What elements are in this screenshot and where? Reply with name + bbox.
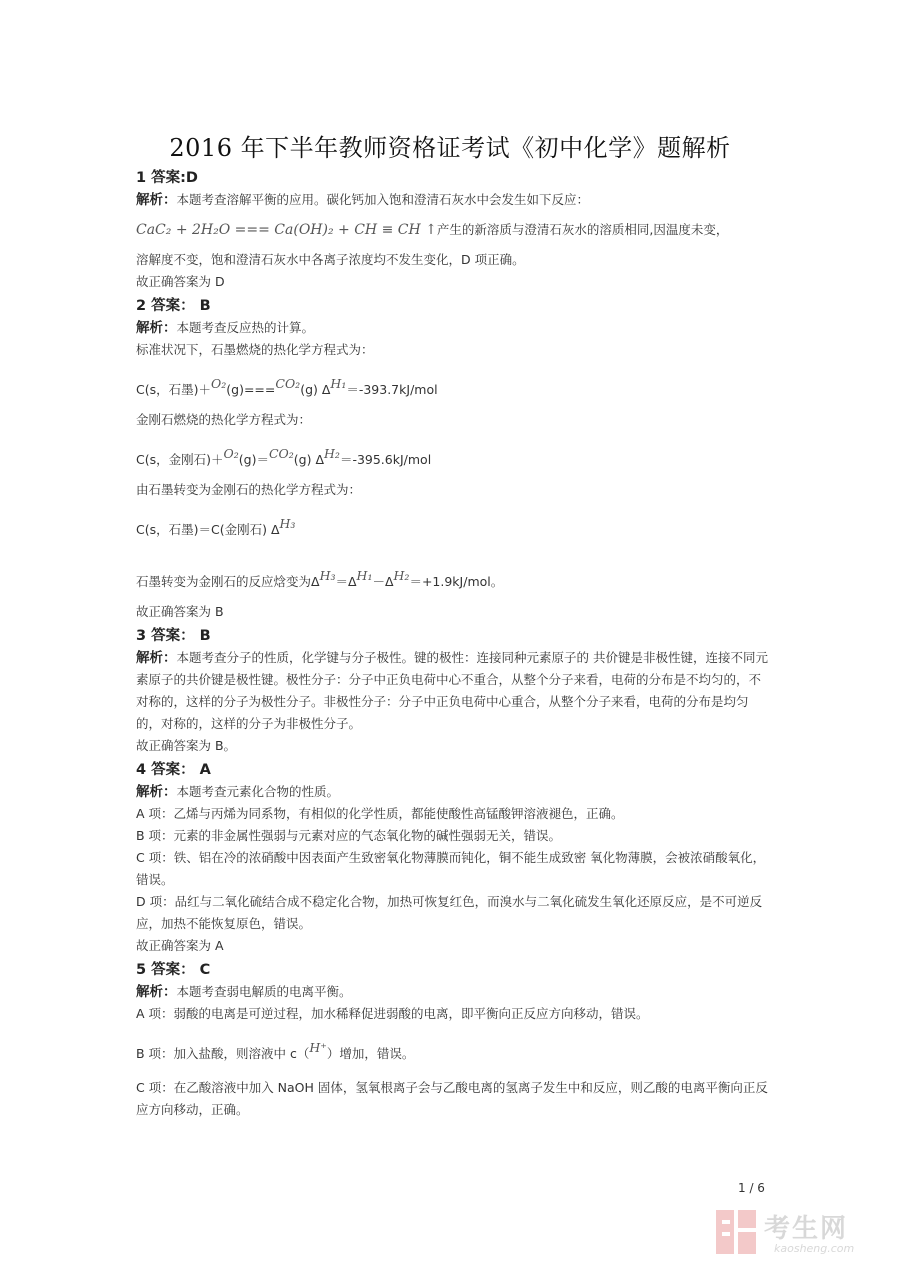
conclusion-4: 故正确答案为 A	[136, 938, 224, 953]
reaction-equation-1: CaC₂ + 2H₂O === Ca(OH)₂ + CH ≡ CH ↑产生的新溶质与澄清石灰水的溶质相同,因温度未变，	[136, 222, 729, 238]
analysis-intro-2: 解析：本题考查反应热的计算。	[136, 320, 315, 336]
answer-heading-4: 4 答案： A	[136, 762, 211, 778]
analysis-intro-4: 解析：本题考查元素化合物的性质。	[136, 784, 340, 800]
answer-heading-1: 1 答案:D	[136, 170, 198, 186]
answer-heading-2: 2 答案： B	[136, 298, 211, 314]
page-title: 2016 年下半年教师资格证考试《初中化学》题解析	[169, 134, 731, 162]
analysis-text-1: 溶解度不变，饱和澄清石灰水中各离子浓度均不发生变化，D 项正确。	[136, 252, 525, 267]
option-a-4: A 项：乙烯与丙烯为同系物，有相似的化学性质，都能使酸性高锰酸钾溶液褪色，正确。	[136, 806, 624, 821]
thermo-equation-graphite: C(s，石墨)＋O₂(g)===CO₂(g) ΔH₁＝-393.7kJ/mol	[136, 376, 438, 397]
analysis-label: 解析：	[136, 320, 177, 336]
conclusion-2: 故正确答案为 B	[136, 604, 224, 619]
option-c-5: C 项：在乙酸溶液中加入 NaOH 固体，氢氧根离子会与乙酸电离的氢离子发生中和反应，则乙酸的电离平衡向正反应方向移动，正确。	[136, 1080, 768, 1117]
option-d-4: D 项：品红与二氧化硫结合成不稳定化合物，加热可恢复红色，而溴水与二氧化硫发生氧化还原反应，是不可逆反应，加热不能恢复原色，错误。	[136, 894, 763, 931]
analysis-label: 解析：	[136, 192, 177, 208]
answer-heading-5: 5 答案： C	[136, 962, 211, 978]
conclusion-3: 故正确答案为 B。	[136, 738, 237, 753]
analysis-label: 解析：	[136, 784, 177, 800]
formula-image: CaC₂ + 2H₂O === Ca(OH)₂ + CH ≡ CH ↑	[136, 222, 437, 238]
analysis-text-2b: 金刚石燃烧的热化学方程式为：	[136, 412, 312, 427]
analysis-text-2c: 由石墨转变为金刚石的热化学方程式为：	[136, 482, 362, 497]
analysis-intro-1: 解析：本题考查溶解平衡的应用。碳化钙加入饱和澄清石灰水中会发生如下反应：	[136, 192, 590, 208]
document-body	[136, 165, 768, 1121]
option-b-5: B 项：加入盐酸，则溶液中 c（H⁺）增加，错误。	[136, 1040, 415, 1061]
option-c-4: C 项：铁、铝在冷的浓硝酸中因表面产生致密氧化物薄膜而钝化，铜不能生成致密 氧化物薄膜，会被浓硝酸氧化，错误。	[136, 850, 766, 887]
logo-icon	[716, 1210, 760, 1254]
thermo-equation-conversion: C(s，石墨)＝C(金刚石) ΔH₃	[136, 516, 296, 537]
enthalpy-calculation: 石墨转变为金刚石的反应焓变为ΔH₃＝ΔH₁－ΔH₂＝+1.9kJ/mol。	[136, 568, 504, 589]
analysis-label: 解析：	[136, 650, 177, 666]
watermark-subtext: kaosheng.com	[774, 1242, 855, 1255]
option-a-5: A 项：弱酸的电离是可逆过程，加水稀释促进弱酸的电离，即平衡向正反应方向移动，错误。	[136, 1006, 649, 1021]
thermo-equation-diamond: C(s，金刚石)＋O₂(g)＝CO₂(g) ΔH₂＝-395.6kJ/mol	[136, 446, 432, 467]
option-b-4: B 项：元素的非金属性强弱与元素对应的气态氧化物的碱性强弱无关，错误。	[136, 828, 562, 843]
analysis-text-2a: 标准状况下，石墨燃烧的热化学方程式为：	[136, 342, 374, 357]
analysis-text-3: 解析：本题考查分子的性质，化学键与分子极性。键的极性：连接同种元素原子的 共价键是非极性键，连接不同元素原子的共价键是极性键。极性分子：分子中正负电荷中心不重合，从整个分子来看，电荷的分布是不均匀的，不对称的，这样的分子为极性分子。非极性分子：分子中正负电荷中心重合，从整个分子来看，电荷的分布是均匀的，对称的，这样的分子为非极性分子。	[136, 650, 768, 731]
analysis-intro-5: 解析：本题考查弱电解质的电离平衡。	[136, 984, 352, 1000]
watermark-text: 考生网	[764, 1214, 849, 1244]
conclusion-1: 故正确答案为 D	[136, 274, 225, 289]
answer-heading-3: 3 答案： B	[136, 628, 211, 644]
analysis-label: 解析：	[136, 984, 177, 1000]
site-watermark-logo	[714, 1208, 884, 1260]
page-number: 1 / 6	[738, 1181, 765, 1195]
